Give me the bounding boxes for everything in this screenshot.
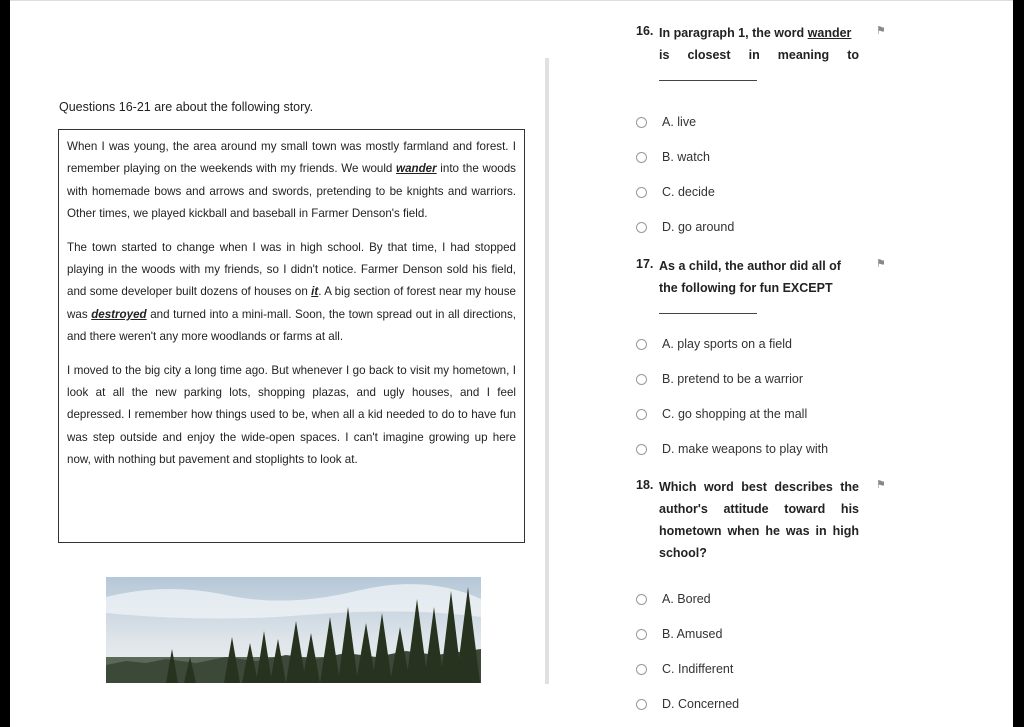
q18-number: 18. <box>636 478 654 492</box>
column-divider <box>545 58 549 684</box>
q17-option-a-radio[interactable] <box>636 339 647 350</box>
q16-option-b[interactable]: B. watch <box>662 150 710 164</box>
q16-option-c[interactable]: C. decide <box>662 185 715 199</box>
story-paragraph-1: When I was young, the area around my small town was mostly farmland and forest. I remember playing on the weekends with my friends. We would wander into the woods with homemade bows and arrows and swords, pretending to be knights and warriors. Other times, we played kickball and baseball in Farmer Denson's field. <box>67 140 516 221</box>
story-paragraph-2: The town started to change when I was in high school. By that time, I had stopped playing in the woods with my friends, so I didn't notice. Farmer Denson sold his field, and some developer built dozens of houses on it. A big section of forest near my house was destroyed and turned into a mini-mall. Soon, the town spread out in all directions, and there weren't any more woodlands or farms at all. <box>67 240 517 344</box>
q16-line1: In paragraph 1, the word wander <box>659 26 852 40</box>
q17-number: 17. <box>636 257 654 271</box>
q17-line1: As a child, the author did all of <box>659 259 841 273</box>
q16-option-a[interactable]: A. live <box>662 115 697 129</box>
story-paragraph-3: I moved to the big city a long time ago. But whenever I go back to visit my hometown, I look at all the new parking lots, shopping plazas, and ugly houses, and I feel depressed. I remember how things used to be, when all a kid needed to do to have fun was step outside and enjoy the wide-open spaces. I can't imagine growing up here now, with nothing but pavement and stoplights to look at. <box>67 363 516 467</box>
q16-option-d-radio[interactable] <box>636 222 647 233</box>
questions-intro: Questions 16-21 are about the following story. <box>59 100 314 114</box>
worksheet-page <box>10 0 1013 727</box>
q18-option-c[interactable]: C. Indifferent <box>662 662 734 676</box>
q18-line1: Which word best describes the <box>659 480 859 494</box>
q18-option-b-radio[interactable] <box>636 629 647 640</box>
flag-icon[interactable]: ⚑ <box>876 479 886 491</box>
q16-option-d[interactable]: D. go around <box>662 220 735 234</box>
q18-option-b[interactable]: B. Amused <box>662 627 723 641</box>
keyword-wander: wander <box>396 162 437 176</box>
q17-option-b[interactable]: B. pretend to be a warrior <box>662 372 804 386</box>
q18-option-a-radio[interactable] <box>636 594 647 605</box>
q18-option-a[interactable]: A. Bored <box>662 592 711 606</box>
q17-line2: the following for fun EXCEPT <box>659 281 833 295</box>
q18-line2: author's attitude toward his <box>659 502 859 516</box>
keyword-destroyed: destroyed <box>91 307 147 321</box>
keyword-it: it <box>311 285 319 299</box>
q16-option-a-radio[interactable] <box>636 117 647 128</box>
q18-line4: school? <box>659 546 707 560</box>
q17-option-a[interactable]: A. play sports on a field <box>662 337 792 351</box>
flag-icon[interactable]: ⚑ <box>876 258 886 270</box>
story-passage <box>58 129 525 543</box>
forest-photo <box>106 577 481 683</box>
forest-image <box>106 577 481 683</box>
q18-option-c-radio[interactable] <box>636 664 647 675</box>
q17-option-d[interactable]: D. make weapons to play with <box>662 442 829 456</box>
q16-option-b-radio[interactable] <box>636 152 647 163</box>
flag-icon[interactable]: ⚑ <box>876 25 886 37</box>
q17-option-b-radio[interactable] <box>636 374 647 385</box>
q17-option-d-radio[interactable] <box>636 444 647 455</box>
q16-keyword: wander <box>807 26 852 40</box>
q17-option-c-radio[interactable] <box>636 409 647 420</box>
q18-line3: hometown when he was in high <box>659 524 859 538</box>
q16-number: 16. <box>636 24 654 38</box>
q16-line2: is closest in meaning to <box>659 48 859 62</box>
q16-answer-blank <box>659 80 757 81</box>
q17-answer-blank <box>659 313 757 314</box>
q18-option-d-radio[interactable] <box>636 699 647 710</box>
top-border <box>10 0 1013 1</box>
q17-option-c[interactable]: C. go shopping at the mall <box>662 407 808 421</box>
q18-option-d[interactable]: D. Concerned <box>662 697 740 711</box>
q16-option-c-radio[interactable] <box>636 187 647 198</box>
